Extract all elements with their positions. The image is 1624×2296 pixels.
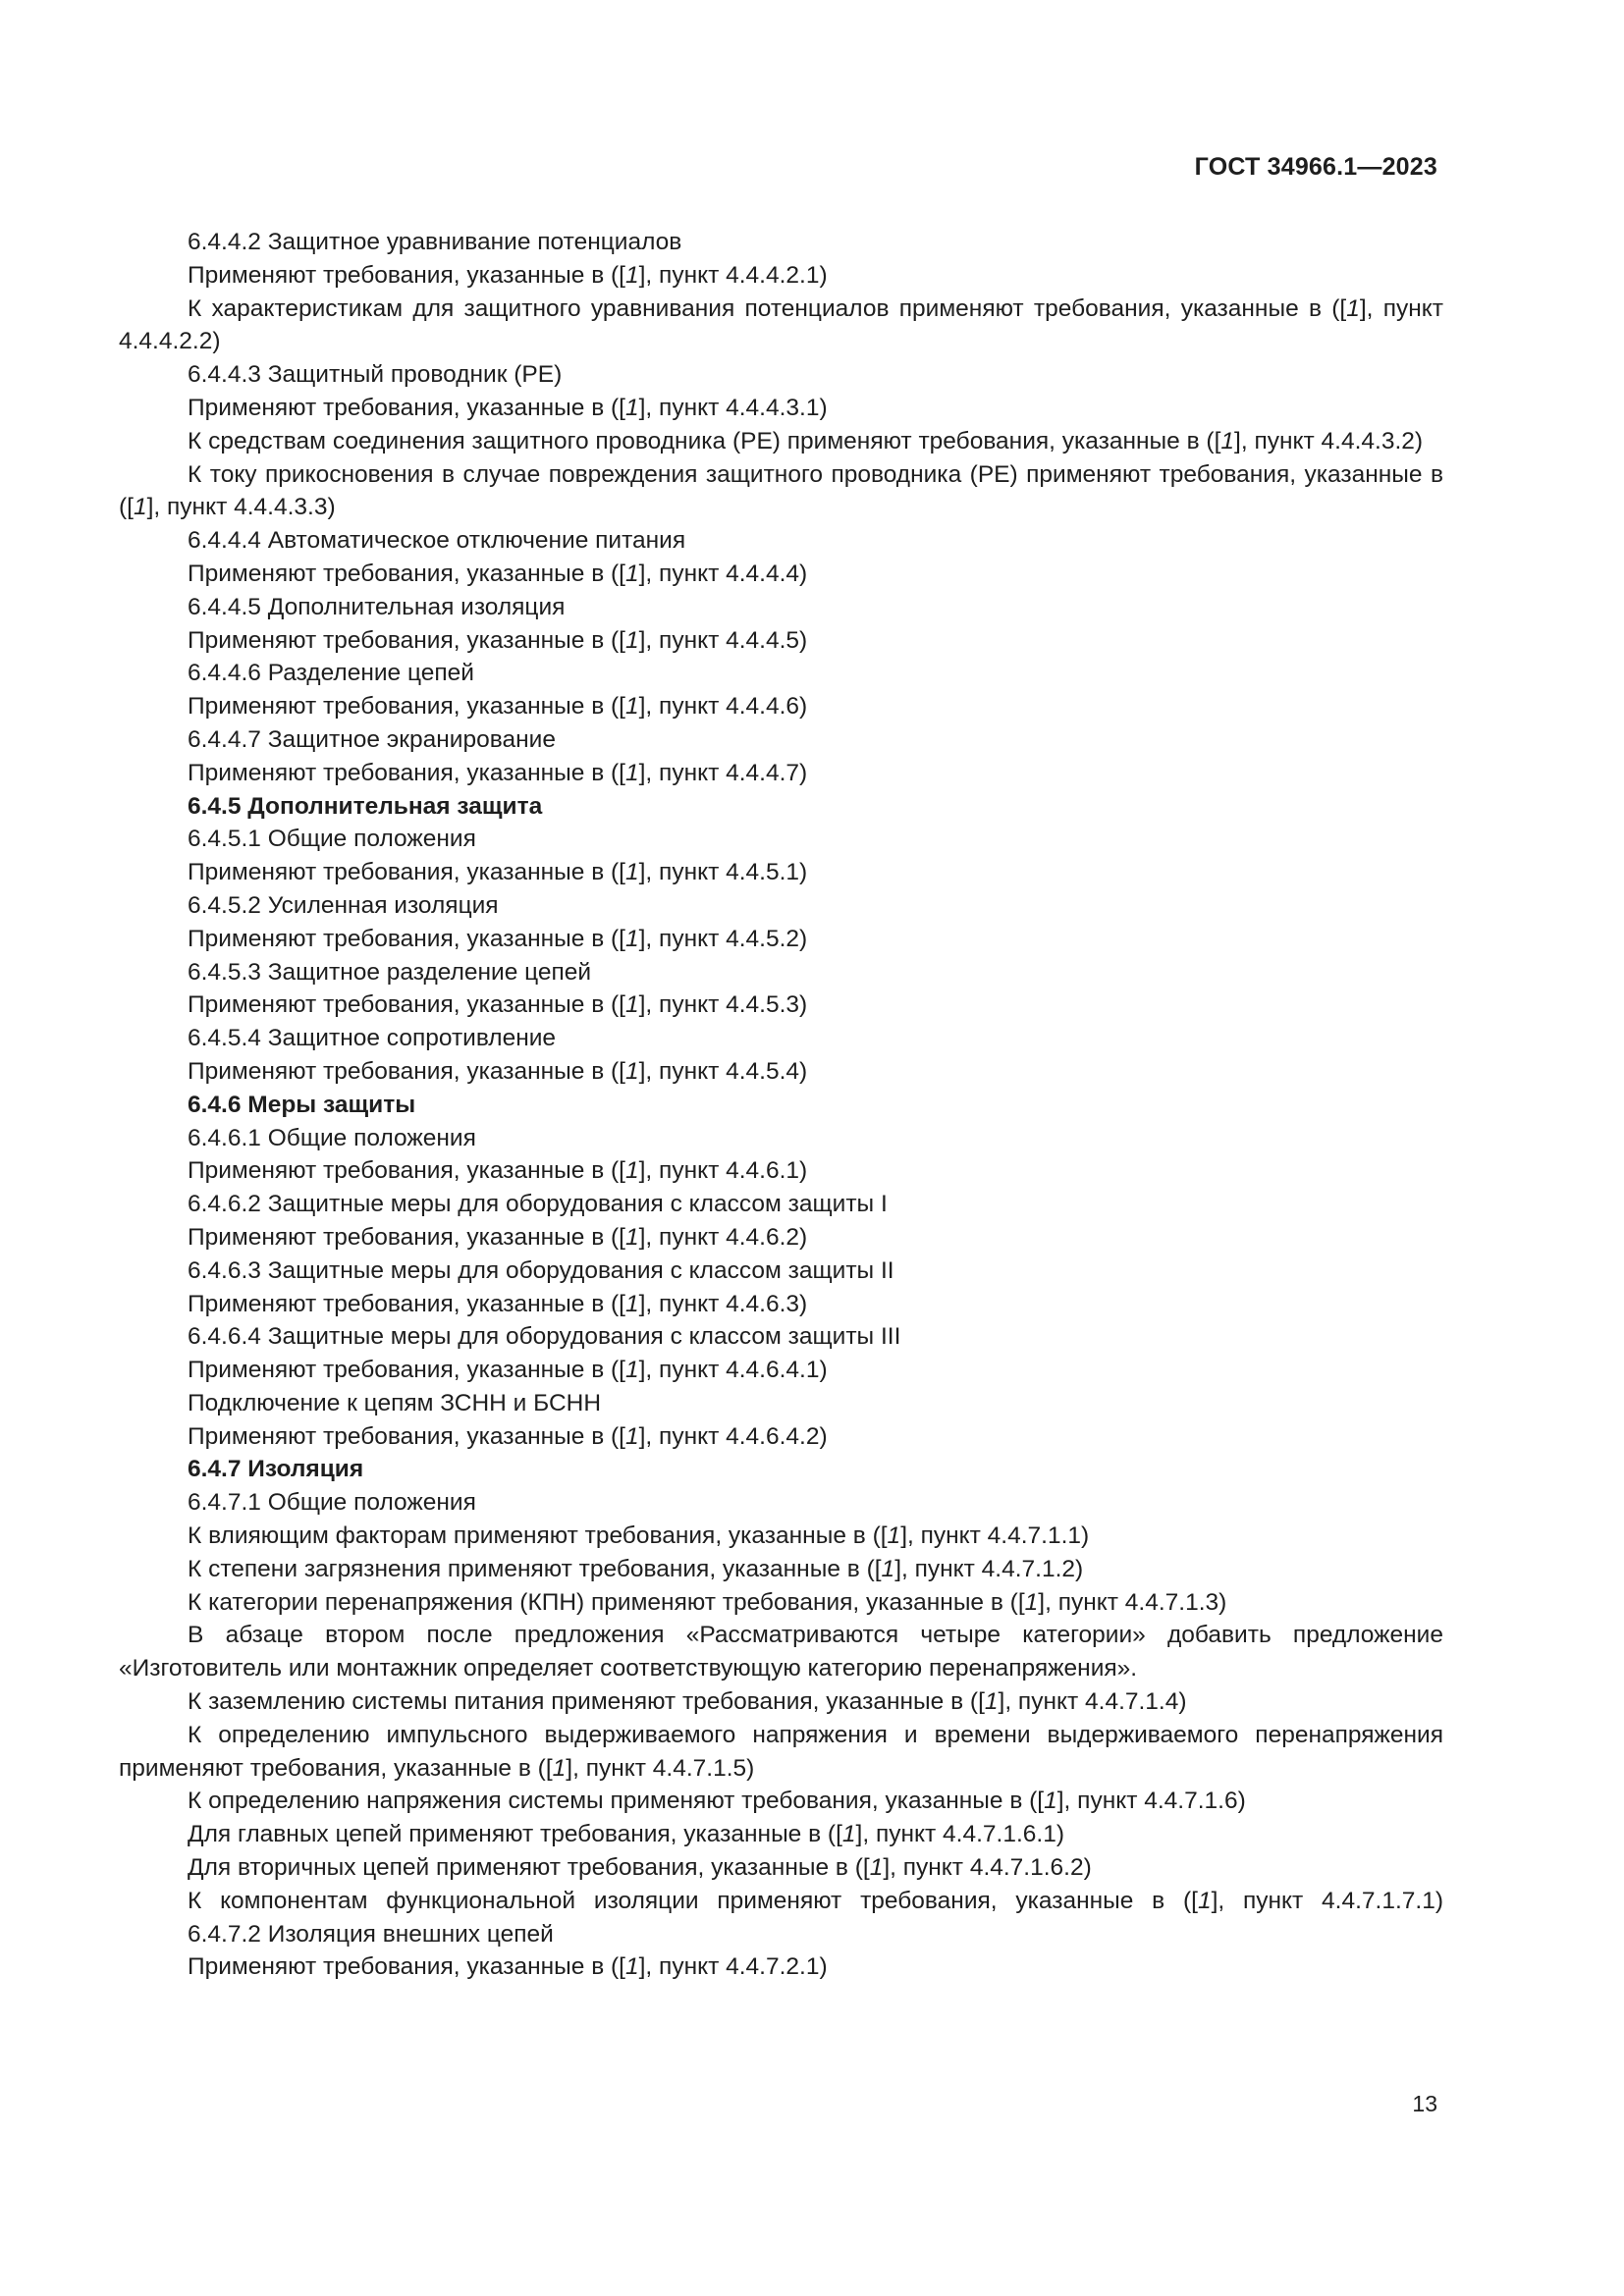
paragraph-text: 6.4.5.4 Защитное сопротивление (188, 1025, 557, 1052)
reference-number: 1 (984, 1688, 999, 1716)
reference-number: 1 (1024, 1588, 1039, 1616)
paragraph (119, 1553, 1443, 1586)
paragraph (119, 392, 1443, 425)
paragraph (119, 657, 1443, 690)
page-number: 13 (1412, 2091, 1437, 2116)
reference-number: 1 (624, 626, 639, 654)
paragraph-text: ], пункт 4.4.7.1.5) (566, 1754, 755, 1782)
paragraph (119, 690, 1443, 723)
reference-number: 1 (624, 261, 639, 289)
paragraph-text: ], пункт 4.4.4.4) (638, 560, 808, 587)
paragraph-text: Применяют требования, указанные в ([ (188, 759, 625, 786)
paragraph-text: ], пункт 4.4.5.4) (638, 1057, 808, 1085)
paragraph-text: Для вторичных цепей применяют требования, указанные в ([ (188, 1854, 870, 1882)
paragraph-text: ], пункт 4.4.4.3.2) (1234, 427, 1424, 454)
paragraph-text: 6.4.6 Меры защиты (188, 1091, 416, 1118)
reference-number: 1 (881, 1555, 895, 1582)
paragraph-text: ], пункт 4.4.4.3.1) (638, 394, 828, 421)
paragraph-text: Для главных цепей применяют требования, указанные в ([ (188, 1821, 842, 1848)
paragraph (119, 1154, 1443, 1188)
paragraph (119, 358, 1443, 392)
document-body (119, 226, 1443, 1984)
paragraph-text: К степени загрязнения применяют требования, указанные в ([ (188, 1555, 882, 1582)
paragraph-text: К средствам соединения защитного проводника (PE) применяют требования, указанные в ([ (188, 427, 1221, 454)
paragraph (119, 558, 1443, 591)
paragraph-text: 6.4.7.2 Изоляция внешних цепей (188, 1920, 554, 1948)
paragraph-text: Применяют требования, указанные в ([ (188, 1357, 625, 1384)
paragraph-text: Применяют требования, указанные в ([ (188, 1422, 625, 1450)
paragraph-text: 6.4.4.5 Дополнительная изоляция (188, 593, 566, 620)
paragraph (119, 1221, 1443, 1255)
paragraph (119, 1818, 1443, 1851)
reference-number: 1 (624, 1953, 639, 1981)
paragraph-text: 6.4.4.7 Защитное экранирование (188, 725, 556, 753)
paragraph (119, 1320, 1443, 1354)
paragraph (119, 757, 1443, 790)
reference-number: 1 (887, 1522, 901, 1550)
paragraph-text: ], пункт 4.4.4.6) (638, 693, 808, 721)
reference-number: 1 (1346, 294, 1360, 322)
paragraph (119, 1851, 1443, 1885)
paragraph (119, 1420, 1443, 1454)
paragraph-text: ], пункт 4.4.6.4.1) (638, 1357, 828, 1384)
paragraph (119, 1885, 1443, 1918)
paragraph-text: ], пункт 4.4.4.3.3) (146, 494, 336, 521)
reference-number: 1 (624, 859, 639, 886)
paragraph-text: 6.4.4.6 Разделение цепей (188, 660, 474, 687)
paragraph-text: ], пункт 4.4.6.3) (638, 1290, 808, 1317)
paragraph-text: Применяют требования, указанные в ([ (188, 1953, 625, 1981)
paragraph-text: ], пункт 4.4.7.1.4) (998, 1688, 1187, 1716)
reference-number: 1 (624, 560, 639, 587)
paragraph (119, 889, 1443, 923)
paragraph-text: К категории перенапряжения (КПН) применяют требования, указанные в ([ (188, 1588, 1025, 1616)
reference-number: 1 (1044, 1788, 1057, 1815)
paragraph (119, 1586, 1443, 1620)
paragraph (119, 1520, 1443, 1553)
paragraph-text: ], пункт 4.4.6.1) (638, 1157, 808, 1185)
paragraph-text: ], пункт 4.4.7.1.7.1) (1211, 1887, 1443, 1914)
paragraph-text: ], пункт 4.4.7.1.6.1) (855, 1821, 1064, 1848)
paragraph-text: ], пункт 4.4.4.2.1) (638, 261, 828, 289)
reference-number: 1 (624, 693, 639, 721)
paragraph-text: К характеристикам для защитного уравнивания потенциалов применяют требования, указанные в ([ (188, 294, 1347, 322)
paragraph-text: 6.4.5 Дополнительная защита (188, 792, 543, 820)
paragraph-text: 6.4.5.1 Общие положения (188, 826, 476, 853)
paragraph-text: Применяют требования, указанные в ([ (188, 626, 625, 654)
paragraph (119, 856, 1443, 889)
paragraph-text: 6.4.4.3 Защитный проводник (PE) (188, 361, 563, 389)
paragraph-text: Применяют требования, указанные в ([ (188, 1157, 625, 1185)
reference-number: 1 (841, 1821, 856, 1848)
reference-number: 1 (133, 494, 147, 521)
paragraph-text: ], пункт 4.4.4.7) (638, 759, 808, 786)
reference-number: 1 (624, 925, 639, 952)
paragraph (119, 1619, 1443, 1685)
paragraph-text: 6.4.4.4 Автоматическое отключение питания (188, 527, 686, 555)
paragraph-text: ], пункт 4.4.7.1.2) (894, 1555, 1084, 1582)
paragraph (119, 226, 1443, 259)
paragraph-text: К определению напряжения системы применяют требования, указанные в ([ (188, 1788, 1045, 1815)
reference-number: 1 (624, 759, 639, 786)
paragraph-text: К определению импульсного выдерживаемого напряжения и времени выдерживаемого перенапряжения применяют требования, указанные в ([ (119, 1721, 1443, 1782)
paragraph (119, 1022, 1443, 1055)
paragraph-text: Применяют требования, указанные в ([ (188, 1223, 625, 1251)
paragraph-text: 6.4.6.3 Защитные меры для оборудования с классом защиты II (188, 1256, 894, 1284)
paragraph-text: ], пункт 4.4.4.2.2) (119, 294, 1443, 355)
paragraph (119, 1387, 1443, 1420)
paragraph (119, 624, 1443, 658)
paragraph-text: К компонентам функциональной изоляции применяют требования, указанные в ([ (188, 1887, 1198, 1914)
paragraph (119, 923, 1443, 956)
paragraph (119, 1055, 1443, 1089)
paragraph-text: 6.4.6.2 Защитные меры для оборудования с классом защиты I (188, 1191, 888, 1218)
reference-number: 1 (869, 1854, 884, 1882)
paragraph-text: 6.4.6.4 Защитные меры для оборудования с классом защиты III (188, 1323, 901, 1351)
paragraph (119, 458, 1443, 525)
paragraph (119, 591, 1443, 624)
paragraph (119, 293, 1443, 359)
paragraph-text: 6.4.4.2 Защитное уравнивание потенциалов (188, 229, 682, 255)
paragraph-text: В абзаце втором после предложения «Рассматриваются четыре категории» добавить предложение «Изготовитель или монтажник определяет соответствующую категорию перенапряжения». (119, 1622, 1443, 1682)
paragraph-text: ], пункт 4.4.5.2) (638, 925, 808, 952)
paragraph-text: ], пункт 4.4.5.1) (638, 859, 808, 886)
section-heading (119, 1089, 1443, 1122)
paragraph (119, 1785, 1443, 1818)
paragraph (119, 1685, 1443, 1719)
paragraph-text: ], пункт 4.4.4.5) (638, 626, 808, 654)
reference-number: 1 (624, 1290, 639, 1317)
paragraph (119, 1354, 1443, 1387)
paragraph-text: ], пункт 4.4.6.4.2) (638, 1422, 828, 1450)
paragraph-text: Применяют требования, указанные в ([ (188, 261, 625, 289)
reference-number: 1 (624, 1422, 639, 1450)
paragraph-text: ], пункт 4.4.7.1.1) (900, 1522, 1090, 1550)
paragraph-text: ], пункт 4.4.7.2.1) (638, 1953, 828, 1981)
paragraph-text: Применяют требования, указанные в ([ (188, 1057, 625, 1085)
reference-number: 1 (624, 1357, 639, 1384)
paragraph (119, 1486, 1443, 1520)
paragraph (119, 425, 1443, 458)
paragraph-text: К заземлению системы питания применяют требования, указанные в ([ (188, 1688, 985, 1716)
paragraph-text: Применяют требования, указанные в ([ (188, 925, 625, 952)
reference-number: 1 (624, 991, 639, 1019)
section-heading (119, 790, 1443, 824)
paragraph-text: ], пункт 4.4.7.1.6.2) (883, 1854, 1092, 1882)
paragraph-text: ], пункт 4.4.5.3) (638, 991, 808, 1019)
paragraph (119, 1188, 1443, 1221)
paragraph-text: Подключение к цепям ЗСНН и БСНН (188, 1389, 602, 1416)
reference-number: 1 (624, 394, 639, 421)
paragraph-text: 6.4.7 Изоляция (188, 1456, 364, 1483)
document-id-header: ГОСТ 34966.1—2023 (1194, 153, 1437, 181)
reference-number: 1 (1197, 1887, 1212, 1914)
paragraph (119, 723, 1443, 757)
reference-number: 1 (624, 1223, 639, 1251)
paragraph (119, 524, 1443, 558)
paragraph-text: ], пункт 4.4.7.1.3) (1038, 1588, 1227, 1616)
paragraph (119, 259, 1443, 293)
paragraph-text: К влияющим факторам применяют требования, указанные в ([ (188, 1522, 888, 1550)
paragraph (119, 1122, 1443, 1155)
paragraph-text: ], пункт 4.4.6.2) (638, 1223, 808, 1251)
paragraph (119, 1288, 1443, 1321)
paragraph-text: Применяют требования, указанные в ([ (188, 991, 625, 1019)
section-heading (119, 1453, 1443, 1486)
paragraph (119, 988, 1443, 1022)
paragraph (119, 1950, 1443, 1984)
reference-number: 1 (624, 1157, 639, 1185)
reference-number: 1 (624, 1057, 639, 1085)
paragraph-text: Применяют требования, указанные в ([ (188, 1290, 625, 1317)
paragraph-text: 6.4.5.2 Усиленная изоляция (188, 891, 499, 919)
paragraph-text: 6.4.5.3 Защитное разделение цепей (188, 958, 592, 986)
reference-number: 1 (552, 1754, 567, 1782)
paragraph-text: Применяют требования, указанные в ([ (188, 560, 625, 587)
paragraph-text: 6.4.6.1 Общие положения (188, 1124, 476, 1151)
paragraph (119, 1719, 1443, 1786)
paragraph (119, 1918, 1443, 1951)
paragraph-text: ], пункт 4.4.7.1.6) (1056, 1788, 1246, 1815)
paragraph-text: К току прикосновения в случае повреждения защитного проводника (PE) применяют требования, указанные в ([ (119, 460, 1443, 521)
paragraph (119, 823, 1443, 856)
paragraph-text: 6.4.7.1 Общие положения (188, 1489, 476, 1517)
reference-number: 1 (1220, 427, 1235, 454)
paragraph-text: Применяют требования, указанные в ([ (188, 859, 625, 886)
paragraph (119, 1255, 1443, 1288)
paragraph-text: Применяют требования, указанные в ([ (188, 693, 625, 721)
paragraph-text: Применяют требования, указанные в ([ (188, 394, 625, 421)
paragraph (119, 956, 1443, 989)
